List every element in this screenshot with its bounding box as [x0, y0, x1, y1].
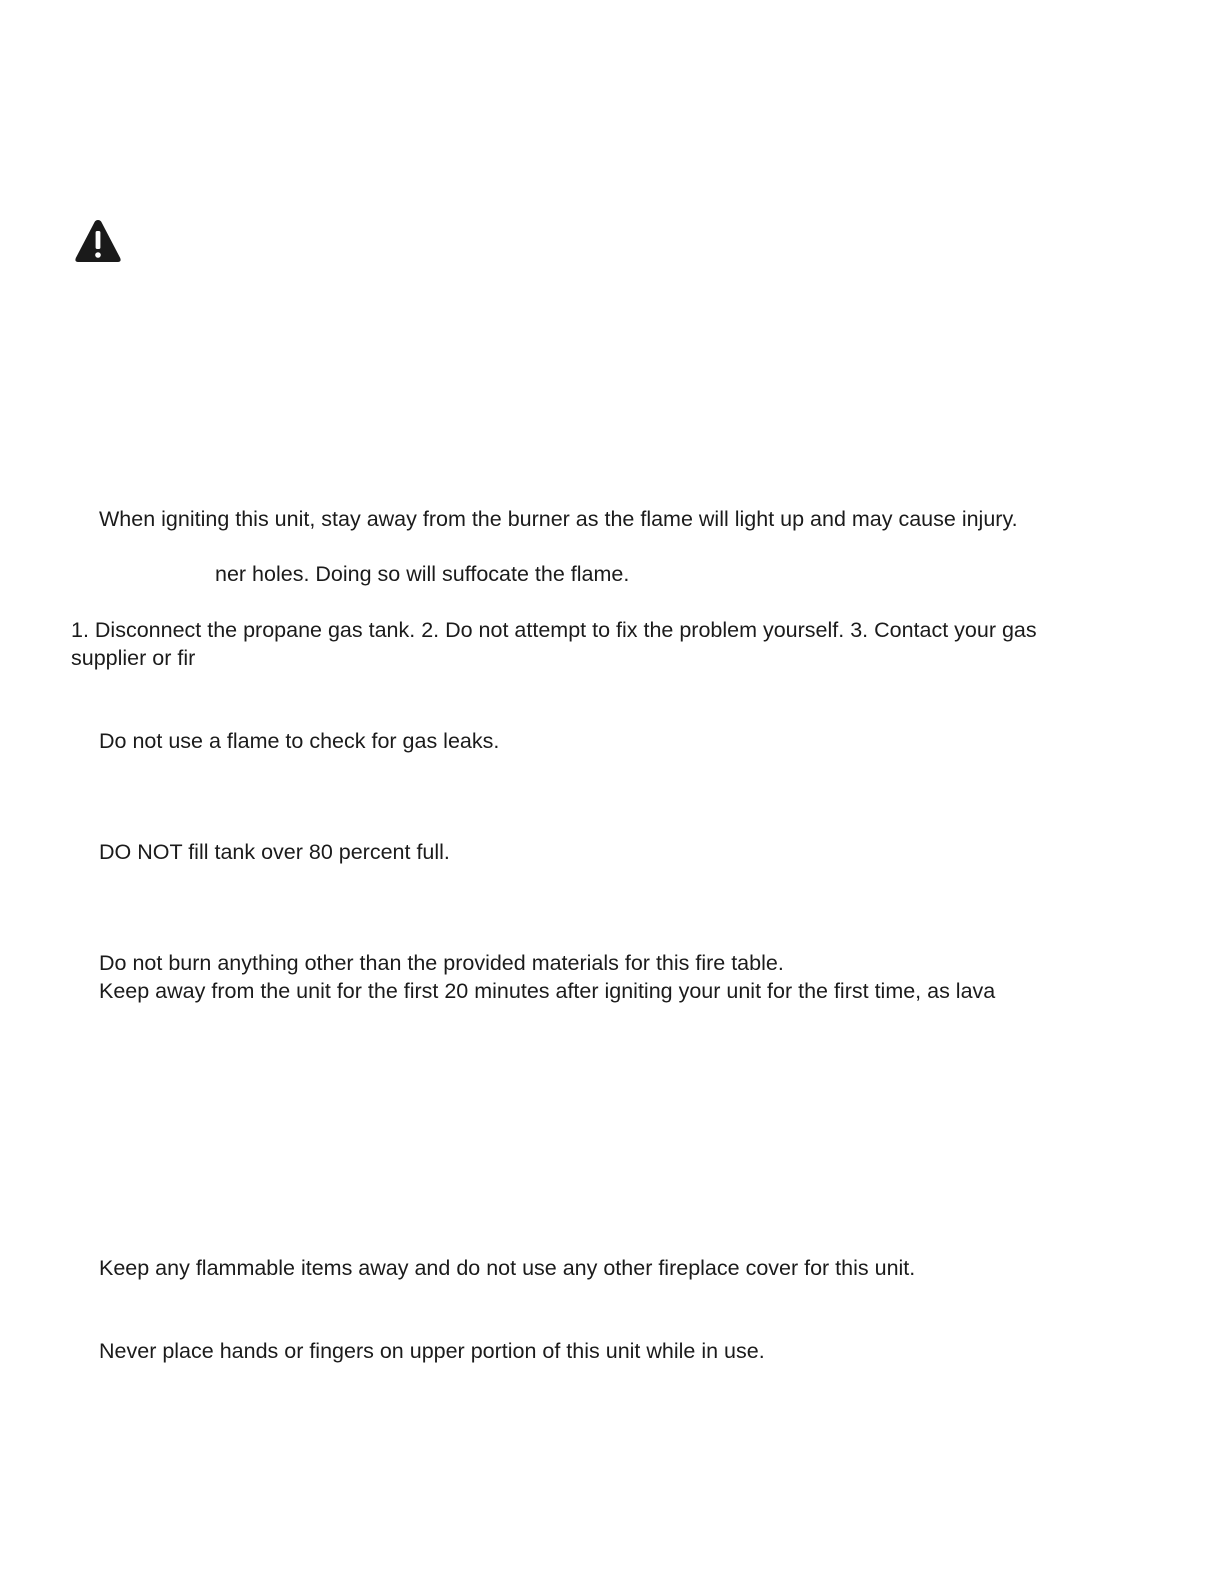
burner-holes-text: ner holes. Doing so will suffocate the flame.: [215, 562, 630, 586]
keep-away-first-use-text: Keep away from the unit for the first 20 minutes after igniting your unit for the first time, as lava: [99, 979, 996, 1003]
gas-leak-steps-line-1: 1. Disconnect the propane gas tank. 2. Do not attempt to fix the problem yourself. 3. Contact your gas: [71, 618, 1037, 642]
burn-materials-text: Do not burn anything other than the provided materials for this fire table.: [99, 951, 784, 975]
igniting-warning-text: When igniting this unit, stay away from the burner as the flame will light up and may cause injury.: [99, 507, 1018, 531]
gas-leak-steps-line-2: supplier or fir: [71, 646, 196, 670]
no-flame-check-text: Do not use a flame to check for gas leaks.: [99, 729, 500, 753]
warning-triangle-icon: [74, 218, 122, 264]
tank-fill-text: DO NOT fill tank over 80 percent full.: [99, 840, 450, 864]
hands-fingers-text: Never place hands or fingers on upper portion of this unit while in use.: [99, 1339, 765, 1363]
flammable-items-text: Keep any flammable items away and do not use any other fireplace cover for this unit.: [99, 1256, 916, 1280]
